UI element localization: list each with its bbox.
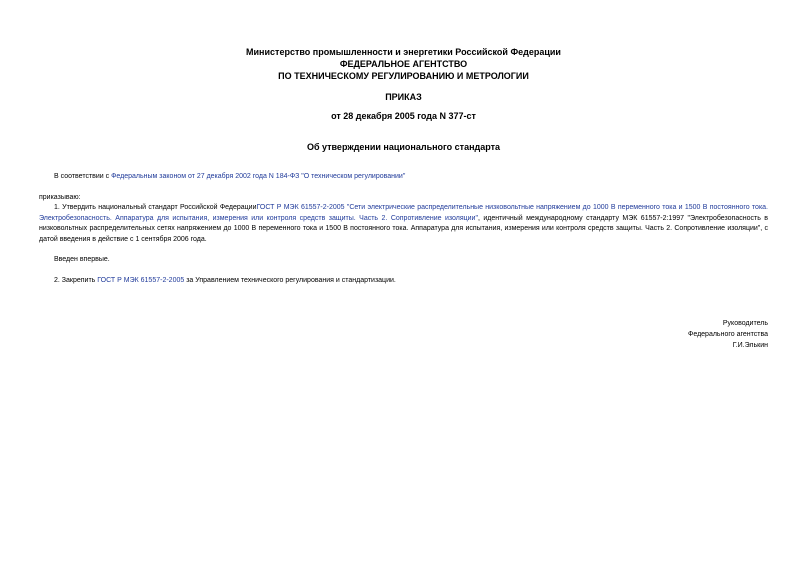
document-header (0, 46, 807, 82)
order-word: приказываю: (39, 194, 81, 201)
federal-law-link[interactable]: Федеральным законом от 27 декабря 2002 года N 184-ФЗ "О техническом регулировании" (111, 173, 406, 180)
gost-standard-link[interactable]: ГОСТ Р МЭК 61557-2-2005 "Сети электрические распределительные низковольтные напряжением до 1000 В переменного тока и 1500 В постоянного тока. Электробезопасность. Аппаратура для испытания, измерения или контроля средств защиты. Часть 2. Сопротивление изоляции" (39, 204, 768, 222)
preamble-paragraph (54, 172, 768, 183)
order-date-number: от 28 декабря 2005 года N 377-ст (331, 111, 476, 121)
gost-standard-link-2[interactable]: ГОСТ Р МЭК 61557-2-2005 (97, 277, 185, 284)
introduced-note: Введен впервые. (54, 256, 110, 263)
order-title: ПРИКАЗ (385, 92, 422, 102)
signatory-organization: Федерального агентства (688, 331, 768, 338)
preamble-text: В соответствии с (54, 173, 112, 180)
item2-text: 2. Закрепить (54, 277, 98, 284)
signatory-name: Г.И.Элькин (732, 342, 768, 349)
signature-block (688, 318, 768, 351)
ministry-name: Министерство промышленности и энергетики Российской Федерации (246, 47, 561, 57)
item1-text: 1. Утвердить национальный стандарт Российской Федерации (54, 204, 257, 211)
agency-name-line1: ФЕДЕРАЛЬНОЕ АГЕНТСТВО (339, 59, 468, 69)
item1-suffix-text: , идентичный международному стандарту МЭК 61557-2:1997 "Электробезопасность в низковольтных распределительных сетях напряжением до 1000 В переменного тока и 1500 В постоянного тока. Аппаратура для испытания, измерения или контроля средств защиты. Часть 2. Сопротивление изоляции", с датой введения в действие с 1 сентября 2006 года. (39, 214, 769, 243)
order-subject: Об утверждении национального стандарта (306, 142, 501, 152)
signatory-position: Руководитель (722, 320, 768, 327)
item1-paragraph (39, 203, 768, 245)
item2-paragraph (54, 276, 768, 287)
item2-suffix-text: за Управлением технического регулирования и стандартизации. (184, 277, 396, 284)
agency-name-line2: ПО ТЕХНИЧЕСКОМУ РЕГУЛИРОВАНИЮ И МЕТРОЛОГИИ (278, 71, 529, 81)
